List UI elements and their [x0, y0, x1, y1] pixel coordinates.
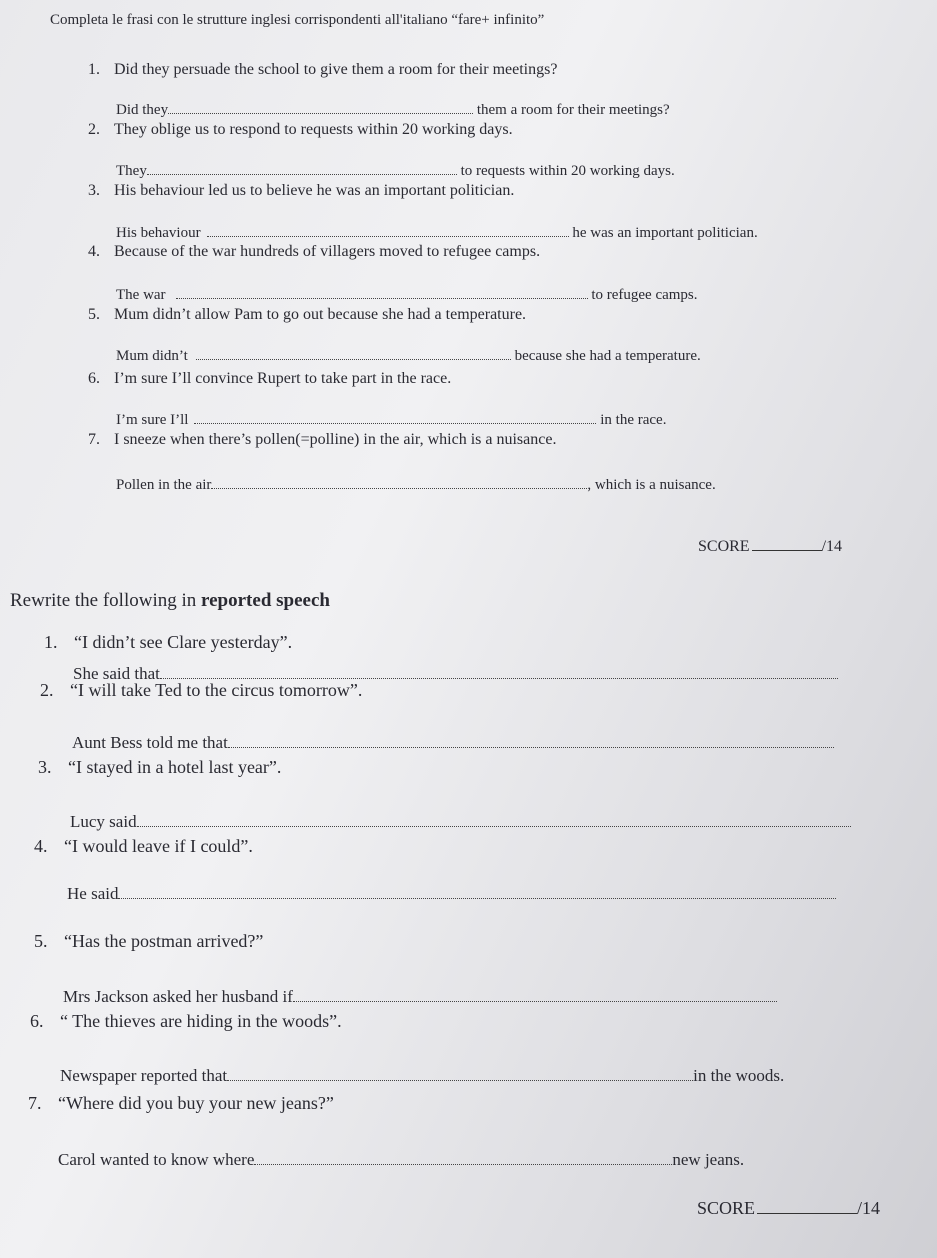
- s1-question-number: 7.: [88, 431, 100, 448]
- s2-question-number: 3.: [38, 757, 52, 777]
- heading-bold: reported speech: [201, 590, 330, 611]
- answer-suffix: them a room for their meetings?: [476, 102, 670, 118]
- heading-text: Rewrite the following in: [10, 590, 202, 611]
- s1-question-number: 6.: [88, 370, 100, 387]
- s2-question-number: 1.: [44, 632, 58, 652]
- s2-question-text: “ The thieves are hiding in the woods”.: [60, 1011, 342, 1031]
- section2-heading: [10, 590, 330, 612]
- s2-question-text: “I will take Ted to the circus tomorrow”.: [70, 680, 363, 700]
- answer-prefix: Did they: [116, 102, 169, 118]
- s1-question-text: Mum didn’t allow Pam to go out because she had a temperature.: [114, 306, 527, 323]
- s2-answer-line-2: [72, 733, 834, 753]
- s2-question-3: [38, 757, 281, 778]
- s2-score: [697, 1198, 880, 1219]
- answer-prefix: Mum didn’t: [116, 348, 188, 364]
- s1-question-7: [88, 431, 556, 449]
- s2-question-text: “I didn’t see Clare yesterday”.: [74, 632, 293, 652]
- answer-blank[interactable]: [227, 1079, 693, 1081]
- score-label: SCORE: [698, 538, 750, 555]
- s2-question-number: 4.: [34, 836, 48, 856]
- s2-answer-line-3: [70, 812, 851, 832]
- answer-blank[interactable]: [137, 825, 851, 827]
- score-label: SCORE: [697, 1198, 756, 1218]
- answer-blank[interactable]: [228, 746, 834, 748]
- answer-prefix: I’m sure I’ll: [116, 412, 189, 428]
- section1-instruction: Completa le frasi con le strutture inglesi corrispondenti all'italiano “fare+ infinito”: [50, 12, 545, 28]
- answer-prefix: Lucy said: [70, 812, 137, 831]
- s1-question-text: I’m sure I’ll convince Rupert to take part in the race.: [114, 370, 452, 387]
- s2-question-5: [34, 931, 263, 952]
- s2-question-text: “Where did you buy your new jeans?”: [58, 1093, 334, 1113]
- s1-question-text: Because of the war hundreds of villagers moved to refugee camps.: [114, 243, 541, 260]
- answer-suffix: he was an important politician.: [572, 225, 758, 241]
- s1-question-number: 5.: [88, 306, 100, 323]
- s1-answer-line-4: [116, 287, 698, 304]
- s2-question-number: 6.: [30, 1011, 44, 1031]
- s1-answer-line-2: [116, 163, 675, 180]
- s1-answer-line-7: [116, 477, 716, 494]
- s1-question-4: [88, 243, 540, 261]
- score-blank[interactable]: [757, 1213, 857, 1214]
- answer-prefix: Mrs Jackson asked her husband if: [63, 987, 293, 1006]
- answer-blank[interactable]: [168, 112, 473, 114]
- answer-blank[interactable]: [211, 487, 587, 489]
- s1-question-6: [88, 370, 451, 388]
- answer-blank[interactable]: [160, 677, 838, 679]
- answer-suffix: because she had a temperature.: [514, 348, 701, 364]
- s1-question-number: 4.: [88, 243, 100, 260]
- answer-suffix: in the woods.: [693, 1066, 785, 1085]
- answer-suffix: to refugee camps.: [591, 287, 698, 303]
- answer-suffix: new jeans.: [672, 1150, 745, 1169]
- s2-question-number: 7.: [28, 1093, 42, 1113]
- answer-blank[interactable]: [176, 297, 588, 299]
- s1-score: [698, 538, 842, 556]
- s1-question-text: I sneeze when there’s pollen(=polline) in the air, which is a nuisance.: [114, 431, 557, 448]
- answer-prefix: Carol wanted to know where: [58, 1150, 255, 1169]
- s1-question-5: [88, 306, 526, 324]
- answer-prefix: She said that: [73, 664, 160, 683]
- answer-blank[interactable]: [196, 358, 511, 360]
- s1-answer-line-1: [116, 102, 670, 119]
- answer-blank[interactable]: [254, 1163, 672, 1165]
- s2-question-text: “I would leave if I could”.: [64, 836, 253, 856]
- answer-suffix: to requests within 20 working days.: [460, 163, 675, 179]
- s1-question-2: [88, 121, 513, 139]
- answer-prefix: The war: [116, 287, 166, 303]
- s2-question-text: “Has the postman arrived?”: [64, 931, 264, 951]
- s2-question-4: [34, 836, 253, 857]
- s1-question-1: [88, 61, 557, 79]
- s1-question-text: They oblige us to respond to requests within 20 working days.: [114, 121, 513, 138]
- s2-answer-line-4: [67, 884, 836, 904]
- answer-blank[interactable]: [147, 173, 457, 175]
- s1-question-text: His behaviour led us to believe he was an important politician.: [114, 182, 515, 199]
- s2-question-number: 5.: [34, 931, 48, 951]
- s1-answer-line-3: [116, 225, 758, 242]
- answer-prefix: They: [116, 163, 147, 179]
- s1-question-number: 2.: [88, 121, 100, 138]
- answer-prefix: Aunt Bess told me that: [72, 733, 228, 752]
- s2-answer-line-5: [63, 987, 777, 1007]
- answer-prefix: He said: [67, 884, 119, 903]
- answer-suffix: in the race.: [600, 412, 667, 428]
- answer-blank[interactable]: [207, 235, 569, 237]
- answer-blank[interactable]: [293, 1000, 777, 1002]
- answer-blank[interactable]: [118, 897, 836, 899]
- s1-question-number: 1.: [88, 61, 100, 78]
- s2-question-1: [44, 632, 292, 653]
- score-total: /14: [857, 1198, 881, 1218]
- s1-answer-line-6: [116, 412, 666, 429]
- answer-prefix: His behaviour: [116, 225, 201, 241]
- answer-prefix: Newspaper reported that: [60, 1066, 228, 1085]
- score-total: /14: [821, 538, 843, 555]
- s2-question-7: [28, 1093, 334, 1114]
- answer-suffix: , which is a nuisance.: [587, 477, 716, 493]
- answer-prefix: Pollen in the air: [116, 477, 212, 493]
- s2-question-6: [30, 1011, 342, 1032]
- s2-question-2: [40, 680, 362, 701]
- s1-question-3: [88, 182, 514, 200]
- s2-answer-line-7: [58, 1150, 744, 1170]
- s2-answer-line-6: [60, 1066, 784, 1086]
- score-blank[interactable]: [752, 550, 822, 551]
- answer-blank[interactable]: [194, 422, 596, 424]
- s2-question-number: 2.: [40, 680, 54, 700]
- s1-answer-line-5: [116, 348, 701, 365]
- s1-question-number: 3.: [88, 182, 100, 199]
- s2-question-text: “I stayed in a hotel last year”.: [68, 757, 282, 777]
- s1-question-text: Did they persuade the school to give them a room for their meetings?: [114, 61, 558, 78]
